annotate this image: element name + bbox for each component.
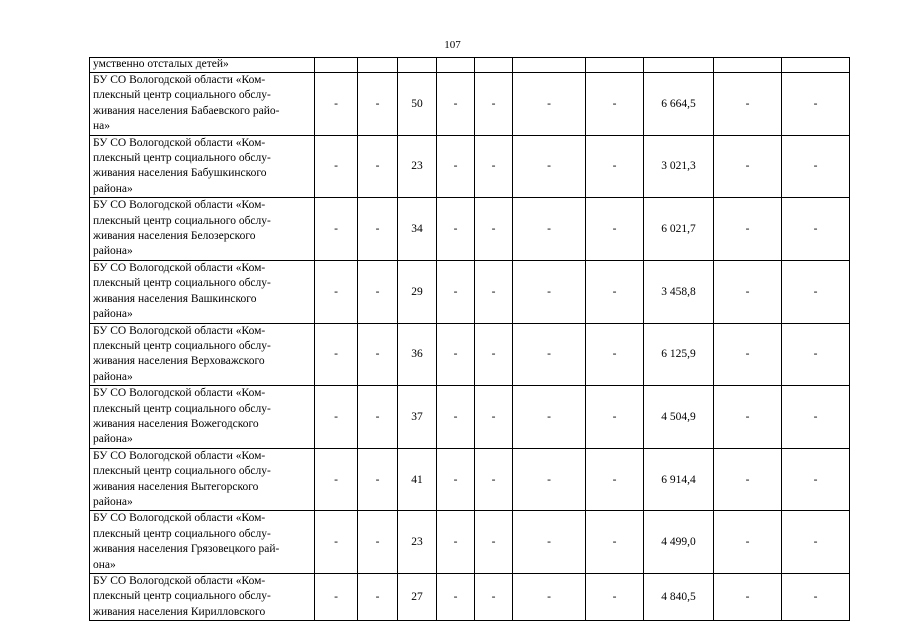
institution-name-line: плексный центр социального обслу-	[93, 339, 271, 352]
value-cell: -	[437, 135, 475, 198]
value-cell: -	[586, 511, 644, 574]
institution-name-line: живания населения Бабушкинского	[93, 167, 267, 180]
institution-name-line: района»	[93, 433, 133, 446]
institution-name-line: плексный центр социального обслу-	[93, 214, 271, 227]
value-cell: -	[513, 386, 586, 449]
table-row	[90, 58, 850, 73]
institution-name-line: плексный центр социального обслу-	[93, 465, 271, 478]
institution-name-line: плексный центр социального обслу-	[93, 277, 271, 290]
institution-name-line: живания населения Верховажского	[93, 355, 265, 368]
institution-name-line: плексный центр социального обслу-	[93, 590, 271, 603]
table-cell	[644, 58, 714, 73]
institution-name-cell	[90, 574, 315, 621]
value-cell: -	[714, 574, 782, 621]
institution-name-line: плексный центр социального обслу-	[93, 402, 271, 415]
value-cell: -	[513, 260, 586, 323]
institution-name-line: живания населения Белозерского	[93, 230, 256, 243]
table-cell	[714, 58, 782, 73]
value-cell: -	[358, 198, 398, 261]
data-table	[89, 57, 850, 621]
table-row	[90, 135, 850, 198]
value-cell: -	[513, 511, 586, 574]
value-cell: -	[586, 73, 644, 136]
value-cell: -	[782, 135, 850, 198]
institution-name-line: БУ СО Вологодской области «Ком-	[93, 261, 266, 274]
value-cell: 41	[398, 448, 437, 511]
table-cell	[437, 58, 475, 73]
value-cell: -	[475, 135, 513, 198]
value-cell: -	[714, 198, 782, 261]
table-cell	[475, 58, 513, 73]
value-cell: 4 504,9	[644, 386, 714, 449]
value-cell: -	[315, 386, 358, 449]
institution-name-line: БУ СО Вологодской области «Ком-	[93, 387, 266, 400]
value-cell: 23	[398, 135, 437, 198]
institution-name-cell	[90, 448, 315, 511]
value-cell: -	[586, 260, 644, 323]
value-cell: 36	[398, 323, 437, 386]
value-cell: -	[315, 260, 358, 323]
institution-name-line: живания населения Вашкинского	[93, 292, 257, 305]
table-cell	[358, 58, 398, 73]
value-cell: 6 914,4	[644, 448, 714, 511]
value-cell: -	[475, 448, 513, 511]
table-cell	[315, 58, 358, 73]
table-row	[90, 386, 850, 449]
value-cell: 29	[398, 260, 437, 323]
value-cell: -	[586, 448, 644, 511]
institution-name-cell	[90, 135, 315, 198]
value-cell: 6 125,9	[644, 323, 714, 386]
institution-name-cell	[90, 511, 315, 574]
value-cell: 27	[398, 574, 437, 621]
value-cell: -	[315, 135, 358, 198]
value-cell: -	[437, 448, 475, 511]
value-cell: -	[513, 135, 586, 198]
value-cell: -	[437, 511, 475, 574]
value-cell: -	[437, 260, 475, 323]
institution-name-line: района»	[93, 308, 133, 321]
value-cell: -	[315, 198, 358, 261]
value-cell: 37	[398, 386, 437, 449]
institution-name-line: живания населения Грязовецкого рай-	[93, 543, 280, 556]
value-cell: -	[586, 135, 644, 198]
institution-name-line: БУ СО Вологодской области «Ком-	[93, 74, 266, 86]
institution-name-line: она»	[93, 558, 116, 571]
value-cell: -	[437, 323, 475, 386]
institution-name-line: района»	[93, 182, 133, 195]
value-cell: -	[358, 448, 398, 511]
institution-name-line: плексный центр социального обслу-	[93, 152, 271, 165]
value-cell: -	[714, 511, 782, 574]
value-cell: -	[782, 511, 850, 574]
table-row	[90, 260, 850, 323]
page-number: 107	[444, 39, 461, 51]
institution-name-line: района»	[93, 245, 133, 258]
value-cell: 4 499,0	[644, 511, 714, 574]
value-cell: -	[437, 73, 475, 136]
table-row	[90, 198, 850, 261]
value-cell: -	[475, 574, 513, 621]
value-cell: -	[475, 73, 513, 136]
value-cell: -	[513, 198, 586, 261]
institution-name-line: плексный центр социального обслу-	[93, 527, 271, 540]
value-cell: 3 458,8	[644, 260, 714, 323]
table-row	[90, 73, 850, 136]
value-cell: -	[475, 198, 513, 261]
value-cell: -	[586, 386, 644, 449]
value-cell: -	[782, 73, 850, 136]
table-row	[90, 511, 850, 574]
table-cell	[586, 58, 644, 73]
institution-name-cell	[90, 73, 315, 136]
table-cell	[782, 58, 850, 73]
institution-name-cell	[90, 386, 315, 449]
institution-name-line: на»	[93, 120, 111, 133]
value-cell: -	[315, 511, 358, 574]
value-cell: -	[513, 323, 586, 386]
table-cell	[513, 58, 586, 73]
value-cell: -	[437, 386, 475, 449]
value-cell: -	[475, 323, 513, 386]
institution-name-line: живания населения Вытегорского	[93, 480, 259, 493]
value-cell: 6 021,7	[644, 198, 714, 261]
institution-name-line: БУ СО Вологодской области «Ком-	[93, 199, 266, 212]
value-cell: -	[475, 260, 513, 323]
value-cell: -	[475, 511, 513, 574]
institution-name-line: БУ СО Вологодской области «Ком-	[93, 575, 266, 587]
value-cell: -	[315, 323, 358, 386]
value-cell: -	[315, 448, 358, 511]
table-row	[90, 448, 850, 511]
value-cell: -	[513, 73, 586, 136]
value-cell: -	[513, 574, 586, 621]
value-cell: -	[782, 448, 850, 511]
value-cell: -	[315, 73, 358, 136]
institution-name-line: БУ СО Вологодской области «Ком-	[93, 512, 266, 525]
value-cell: -	[315, 574, 358, 621]
table-cell	[398, 58, 437, 73]
institution-name-cell	[90, 198, 315, 261]
value-cell: -	[358, 386, 398, 449]
table-body	[90, 58, 850, 621]
value-cell: -	[358, 511, 398, 574]
value-cell: -	[358, 135, 398, 198]
value-cell: -	[714, 386, 782, 449]
institution-name-line: живания населения Кирилловского	[93, 605, 266, 618]
value-cell: -	[714, 135, 782, 198]
table-row	[90, 574, 850, 621]
value-cell: -	[714, 448, 782, 511]
value-cell: -	[475, 386, 513, 449]
table-row	[90, 323, 850, 386]
value-cell: -	[782, 260, 850, 323]
value-cell: -	[782, 386, 850, 449]
value-cell: -	[586, 323, 644, 386]
value-cell: -	[714, 260, 782, 323]
value-cell: 34	[398, 198, 437, 261]
institution-name-line: БУ СО Вологодской области «Ком-	[93, 449, 266, 462]
value-cell: 3 021,3	[644, 135, 714, 198]
value-cell: -	[358, 574, 398, 621]
institution-name-line: района»	[93, 370, 133, 383]
value-cell: -	[358, 73, 398, 136]
value-cell: 50	[398, 73, 437, 136]
institution-name-line: БУ СО Вологодской области «Ком-	[93, 324, 266, 337]
value-cell: -	[714, 323, 782, 386]
institution-name-cell: умственно отсталых детей»	[90, 58, 315, 73]
value-cell: -	[782, 323, 850, 386]
institution-name-cell	[90, 323, 315, 386]
value-cell: -	[586, 198, 644, 261]
value-cell: -	[586, 574, 644, 621]
value-cell: -	[437, 574, 475, 621]
value-cell: -	[437, 198, 475, 261]
value-cell: -	[358, 260, 398, 323]
institution-name-line: живания населения Бабаевского райо-	[93, 104, 280, 117]
institution-name-line: плексный центр социального обслу-	[93, 89, 271, 102]
value-cell: 23	[398, 511, 437, 574]
institution-name-cell	[90, 260, 315, 323]
value-cell: 6 664,5	[644, 73, 714, 136]
institution-name-line: БУ СО Вологодской области «Ком-	[93, 136, 266, 149]
institution-name-line: района»	[93, 495, 133, 508]
value-cell: -	[782, 574, 850, 621]
value-cell: -	[782, 198, 850, 261]
value-cell: -	[714, 73, 782, 136]
value-cell: -	[513, 448, 586, 511]
value-cell: 4 840,5	[644, 574, 714, 621]
institution-name-line: живания населения Вожегодского	[93, 417, 259, 430]
value-cell: -	[358, 323, 398, 386]
